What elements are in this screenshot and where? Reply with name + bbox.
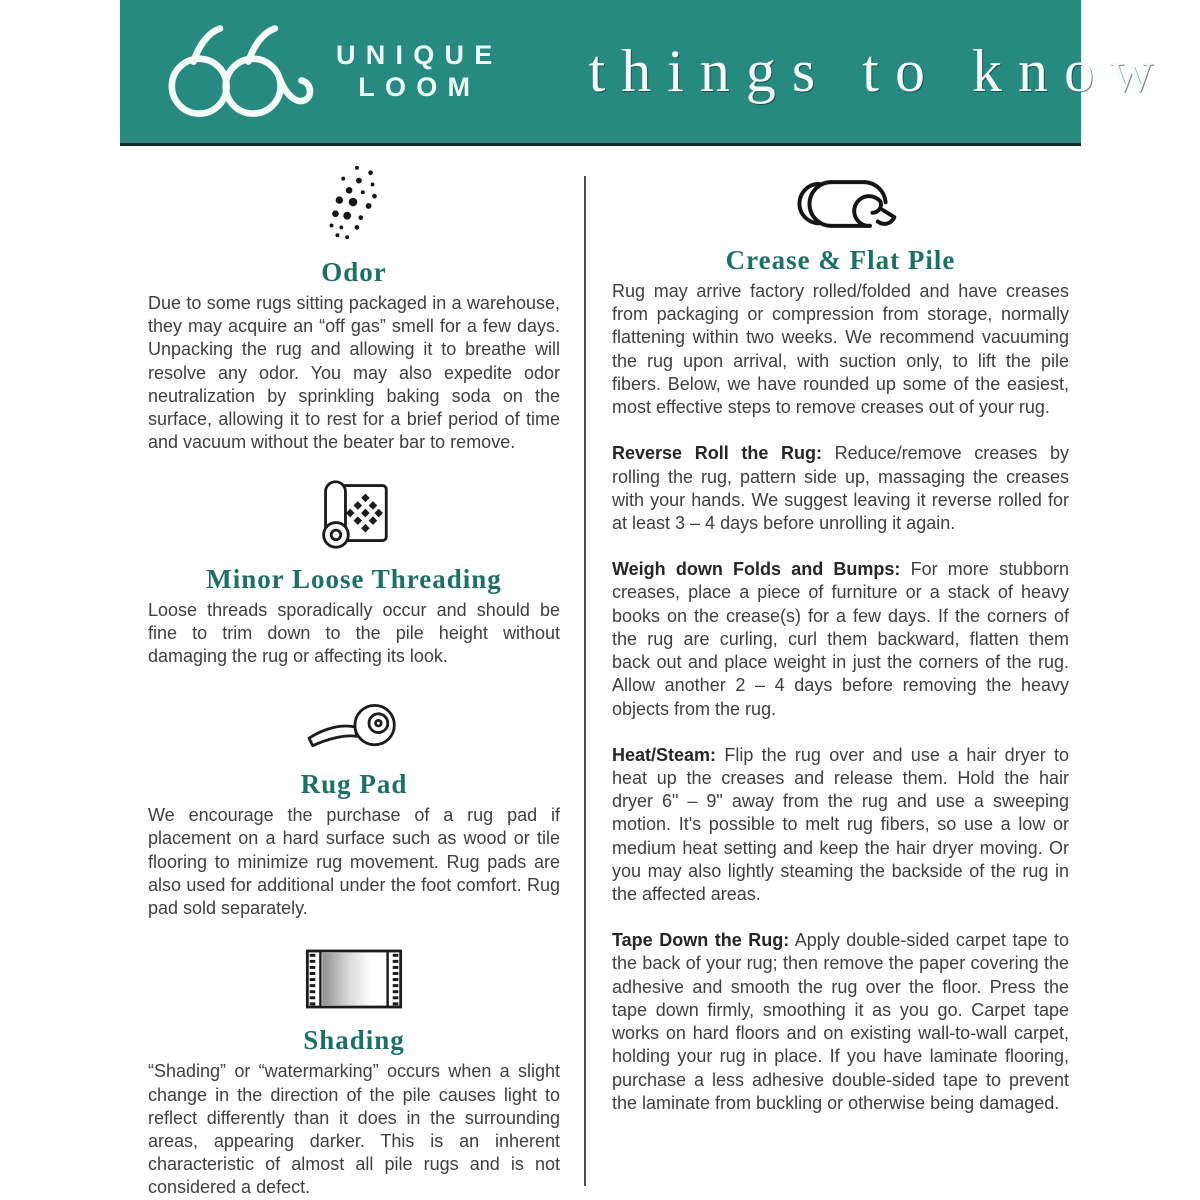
heading-odor: Odor (321, 257, 387, 287)
page-title: things to know (588, 38, 1170, 104)
brand-line-1: UNIQUE (336, 39, 503, 70)
section-odor (148, 162, 560, 455)
section-shading (148, 946, 560, 1199)
body-minor-loose-threading: Loose threads sporadically occur and should be fine to trim down to the pile height without damaging the rug or affecting its look. (148, 599, 560, 666)
body-crease-flat-pile: Rug may arrive factory rolled/folded and have creases from packaging or compression from storage, normally flattening within two weeks. We recommend vacuuming the rug upon arrival, with suction only, to lift the pile fibers. Below, we have rounded up some of the easiest, most effective steps to remove creases out of your rug. (612, 281, 1069, 418)
brand-name (336, 40, 503, 104)
body-rug-pad: We encourage the purchase of a rug pad if placement on a hard surface such as wood or tile flooring to minimize rug movement. Rug pads are also used for additional under the foot comfort. Rug pad sold separately. (148, 805, 560, 919)
heading-shading: Shading (303, 1025, 405, 1056)
section-rug-pad (148, 696, 560, 920)
header-band (120, 0, 1170, 146)
tip-weigh-down (612, 558, 1069, 721)
shaded-rug-icon (298, 946, 410, 1012)
heading-rug-pad: Rug Pad (300, 769, 408, 800)
heading-crease-flat-pile: Crease & Flat Pile (725, 245, 956, 275)
rolled-rug-pattern-icon (308, 477, 400, 551)
tip-tape-down-lead: Tape Down the Rug: (612, 930, 790, 951)
section-minor-loose-threading (148, 477, 560, 669)
tip-reverse-roll-lead: Reverse Roll the Rug: (612, 443, 822, 464)
tip-tape-down-body: Apply double-sided carpet tape to the back of your rug; then remove the paper covering the adhesive and smooth the rug over the floor. Press the tape down firmly, smoothing it as you go. Carpet tape works on hard floors and on existing wall-to-wall carpet, holding your rug in place. If you have laminate flooring, purchase a less adhesive double-sided tape to prevent the laminate from buckling or otherwise being damaged. (612, 930, 1070, 1113)
body-shading: “Shading” or “watermarking” occurs when a slight change in the direction of the pile causes light to reflect differently than it does in the surrounding areas, appearing darker. This is an inherent characteristic of almost all pile rugs and is not considered a defect. (148, 1061, 560, 1198)
brand-line-2: LOOM (358, 71, 481, 102)
tip-heat-steam (612, 744, 1069, 907)
body-odor: Due to some rugs sitting packaged in a warehouse, they may acquire an “off gas” smell for a few days. Unpacking the rug and allowing it to breathe will resolve any odor. You may also expedite odor neutralization by sprinkling baking soda on the surface, allowing it to rest for a brief period of time and vacuum without the beater bar to remove. (148, 293, 560, 453)
unique-loom-double-d-logo (154, 20, 322, 124)
tip-weigh-down-body: For more stubborn creases, place a piece of furniture or a stack of heavy books on the crease(s) for a few days. If the corners of the rug are curling, curl them backward, flatten them back out and place weight in just the corners of the rug. Allow another 2 – 4 days before removing the heavy objects from the rug. (612, 559, 1070, 719)
rug-pad-roll-icon (302, 696, 406, 756)
tip-heat-steam-lead: Heat/Steam: (612, 744, 717, 765)
odor-dots-icon (312, 162, 396, 244)
right-column (612, 176, 1069, 1115)
tip-heat-steam-body: Flip the rug over and use a hair dryer to heat up the creases and release them. Hold the hair dryer 6" – 9" away from the rug and use a sweeping motion. It's possible to melt rug fibers, so use a low or medium heat setting and keep the hair dryer moving. Or you may also lightly steaming the backside of the rug in the affected areas. (612, 744, 1069, 905)
tip-reverse-roll (612, 442, 1069, 535)
rolled-rug-side-icon (782, 176, 900, 232)
column-divider (584, 176, 586, 1186)
section-crease-flat-pile (612, 176, 1069, 419)
left-column (148, 162, 560, 1200)
tip-weigh-down-lead: Weigh down Folds and Bumps: (612, 559, 901, 580)
tip-tape-down (612, 929, 1069, 1115)
heading-minor-loose-threading: Minor Loose Threading (206, 563, 502, 594)
tip-reverse-roll-body: Reduce/remove creases by rolling the rug, pattern side up, massaging the creases with your hands. We suggest leaving it reverse rolled for at least 3 – 4 days before unrolling it again. (612, 443, 1069, 533)
